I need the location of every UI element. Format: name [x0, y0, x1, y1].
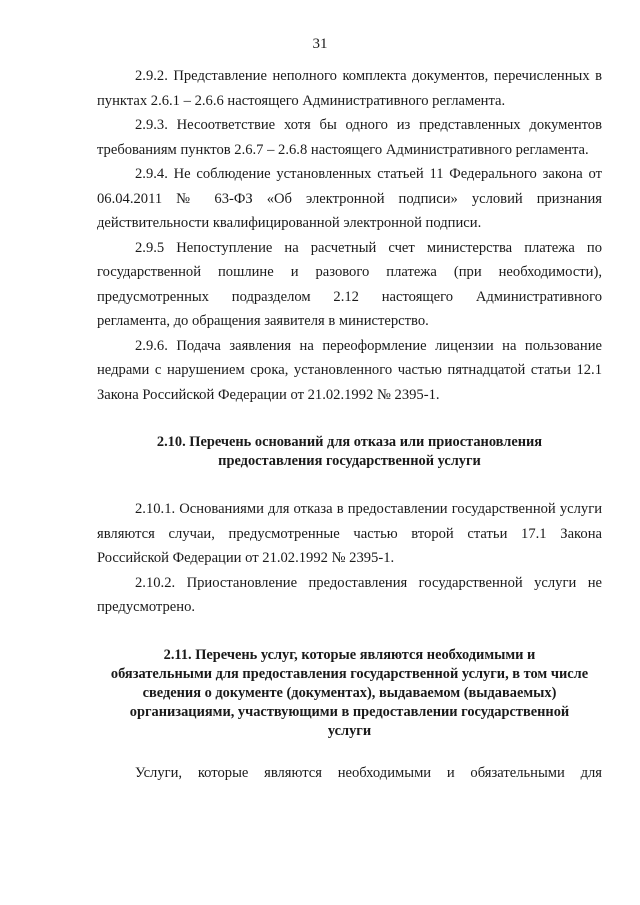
paragraph-2-10-2: 2.10.2. Приостановление предоставления государственной услуги не предусмотрено. [97, 574, 602, 615]
paragraph-2-9-4: 2.9.4. Не соблюдение установленных статьей 11 Федерального закона от 06.04.2011 № 63-ФЗ «Об электронной подписи» условий признания действительности квалифицированной электронной подписи. [97, 166, 602, 231]
heading-2-10-line: 2.10. Перечень оснований для отказа или приостановления [156, 434, 543, 450]
section-heading-2-11 [97, 646, 602, 741]
paragraph-2-9-5: 2.9.5 Непоступление на расчетный счет министерства платежа по государственной пошлине и разового платежа (при необходимости), предусмотренных подразделом 2.12 настоящего Административного регламента, до обращения заявителя в министерство. [97, 239, 602, 329]
section-heading-2-10 [97, 433, 602, 471]
paragraph-2-9-6: 2.9.6. Подача заявления на переоформление лицензии на пользование недрами с нарушением срока, установленного частью пятнадцатой статьи 12.1 Закона Российской Федерации от 21.02.1992 № 2395-1. [97, 337, 602, 403]
heading-2-11-line: сведения о документе (документах), выдаваемом (выдаваемых) [142, 684, 557, 701]
heading-2-10-line: предоставления государственной услуги [218, 453, 481, 469]
heading-2-11-line: услуги [327, 722, 372, 739]
paragraph-2-10-1: 2.10.1. Основаниями для отказа в предоставлении государственной услуги являются случаи, предусмотренные частью второй статьи 17.1 Закона Российской Федерации от 21.02.1992 № 2395-1. [97, 501, 602, 566]
paragraph-2-11-1: Услуги, которые являются необходимыми и обязательными для [135, 764, 602, 781]
heading-2-11-line: организациями, участвующими в предоставлении государственной [129, 703, 570, 720]
paragraph-2-9-3: 2.9.3. Несоответствие хотя бы одного из представленных документов требованиям пунктов 2.6.7 – 2.6.8 настоящего Административного регламента. [97, 117, 602, 158]
heading-2-11-line: обязательными для предоставления государственной услуги, в том числе [110, 665, 589, 682]
heading-2-11-line: 2.11. Перечень услуг, которые являются необходимыми и [163, 646, 536, 663]
page-number: 31 [312, 36, 328, 52]
document-body [97, 64, 602, 785]
paragraph-2-9-2: 2.9.2. Представление неполного комплекта документов, перечисленных в пунктах 2.6.1 – 2.6.6 настоящего Административного регламента. [97, 68, 602, 109]
